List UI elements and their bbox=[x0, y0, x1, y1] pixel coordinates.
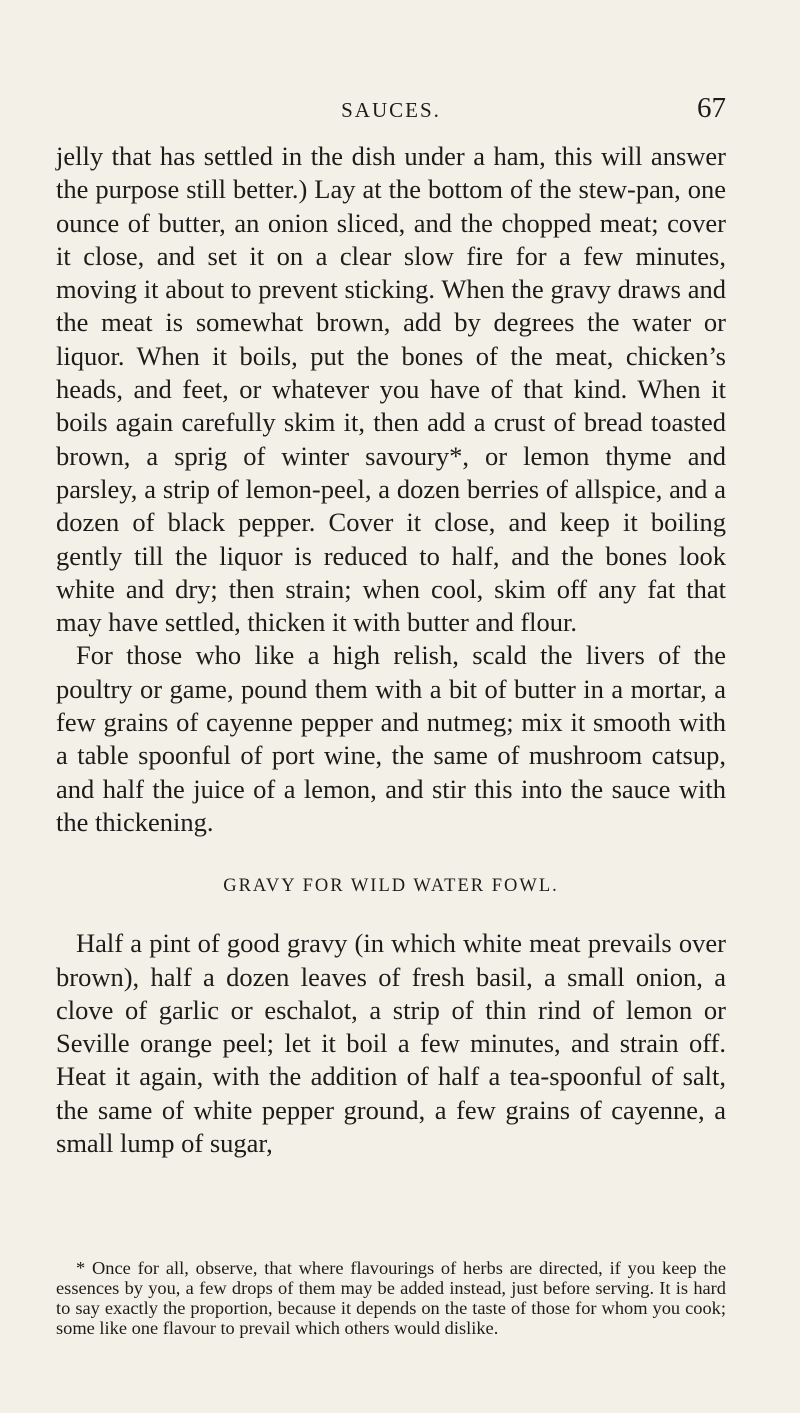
page-number: 67 bbox=[697, 92, 726, 124]
section-title: SAUCES. bbox=[341, 98, 441, 122]
running-head bbox=[56, 92, 726, 132]
main-text bbox=[56, 140, 726, 1160]
paragraph-gravy-recipe: Half a pint of good gravy (in which white meat prevails over brown), half a dozen leaves of fresh basil, a small onion, a clove of garlic or eschalot, a strip of thin rind of lemon or Seville orange peel; let it boil a few minutes, and strain off. Heat it again, with the addition of half a tea-spoonful of salt, the same of white pepper ground, a few grains of cayenne, a small lump of sugar, bbox=[56, 928, 726, 1159]
footnote: * Once for all, observe, that where flavourings of herbs are directed, if you keep the essences by you, a few drops of them may be added instead, just before serving. It is hard to say exactly the proportion, because it depends on the taste of those for whom you cook; some like one flavour to prevail which others would dislike. bbox=[56, 1258, 726, 1338]
paragraph-continued: jelly that has settled in the dish under a ham, this will answer the purpose still better.) Lay at the bottom of the stew-pan, one ounce of butter, an onion sliced, and the chopped meat; cover it close, and set it on a clear slow fire for a few minutes, moving it about to prevent sticking. When the gravy draws and the meat is somewhat brown, add by degrees the water or liquor. When it boils, put the bones of the meat, chicken’s heads, and feet, or whatever you have of that kind. When it boils again carefully skim it, then add a crust of bread toasted brown, a sprig of winter savoury*, or lemon thyme and parsley, a strip of lemon-peel, a dozen berries of allspice, and a dozen of black pepper. Cover it close, and keep it boiling gently till the liquor is reduced to half, and the bones look white and dry; then strain; when cool, skim off any fat that may have settled, thicken it with butter and flour. bbox=[56, 141, 726, 638]
paragraph-high-relish: For those who like a high relish, scald the livers of the poultry or game, pound them with a bit of butter in a mortar, a few grains of cayenne pepper and nutmeg; mix it smooth with a table spoonful of port wine, the same of mushroom catsup, and half the juice of a lemon, and stir this into the sauce with the thickening. bbox=[56, 640, 726, 837]
footnote-block bbox=[56, 1258, 726, 1338]
section-heading: GRAVY FOR WILD WATER FOWL. bbox=[223, 876, 559, 897]
